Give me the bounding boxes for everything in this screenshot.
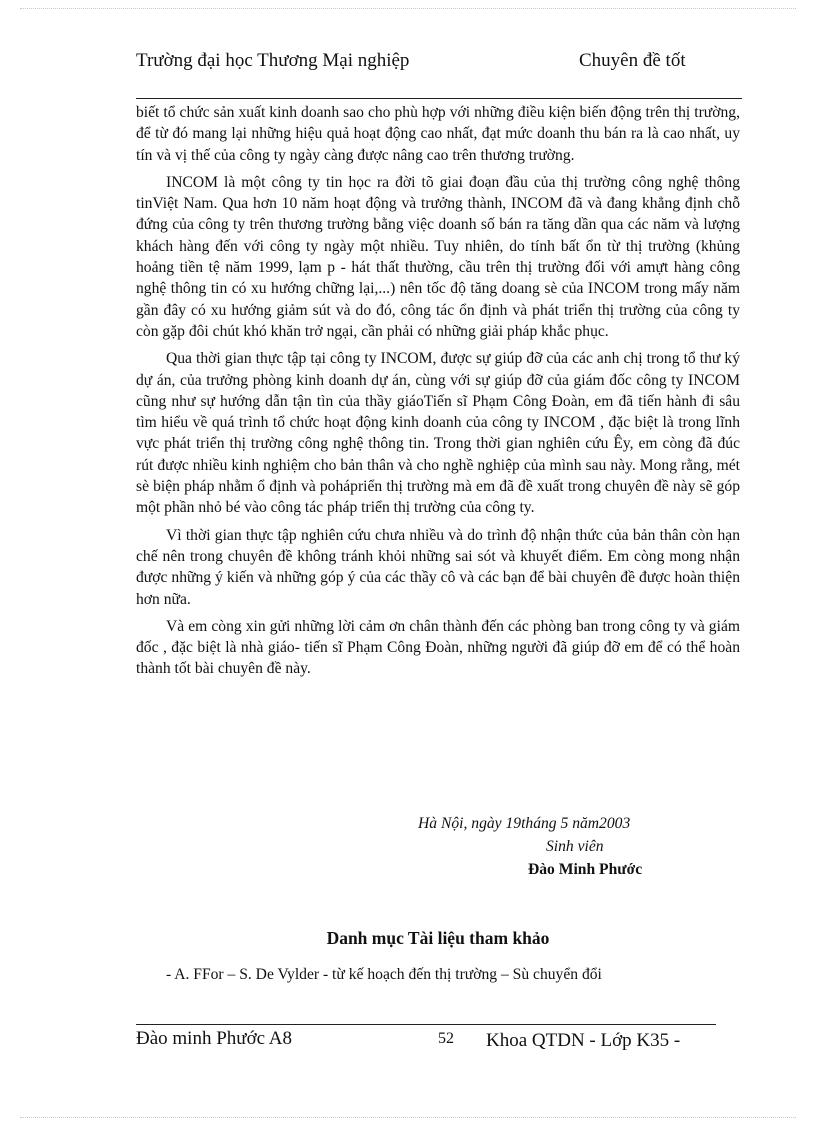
footer-rule — [136, 1024, 716, 1025]
page-bottom-border — [20, 1117, 796, 1118]
paragraph-4: Vì thời gian thực tập nghiên cứu chưa nhiều và do trình độ nhận thức của bản thân còn hạn chế nên trong chuyên đề không tránh khỏi những sai sót và khuyết điểm. Em còng mong nhận được những ý kiến và những góp ý của các thầy cô và các bạn để bài chuyên đề được hoàn thiện hơn nữa. — [136, 526, 740, 608]
paragraph-3: Qua thời gian thực tập tại công ty INCOM, được sự giúp đỡ của các anh chị trong tổ thư ký dự án, của trưởng phòng kinh doanh dự án, cùng với sự giúp đỡ của giám đốc công ty INCOM cũng như sự hướng dẫn tận tìn của thầy giáoTiến sĩ Phạm Công Đoàn, em đã tiến hành đi sâu tìm hiểu về quá trình tổ chức hoạt động kinh doanh của công ty INCOM , đặc biệt là trong lĩnh vực phát triển thị trường công nghệ thông tin. Trong thời gian nghiên cứu Êy, em còng đã đúc rút được nhiều kinh nghiệm cho bản thân và cho nghề nghiệp của mình sau này. Mong rằng, mét sè biện pháp nhằm ổ định và pohápriển thị trường mà em đã đề xuất trong chuyên đề này sẽ góp một phần nhỏ bé vào công tác pháp triển thị trường của công ty. — [136, 350, 740, 517]
paragraph-5: Và em còng xin gửi những lời cảm ơn chân thành đến các phòng ban trong công ty và giám đốc , đặc biệt là nhà giáo- tiến sĩ Phạm Công Đoàn, những người đã giúp đỡ em để có thể hoàn thành tốt bài chuyên đề này. — [136, 617, 740, 678]
signature-date: Hà Nội, ngày 19tháng 5 năm2003 — [418, 815, 631, 832]
body-text — [136, 102, 740, 686]
page-number: 52 — [438, 1030, 454, 1047]
footer-class: Khoa QTDN - Lớp K35 - — [486, 1030, 681, 1051]
references-title: Danh mục Tài liệu tham khảo — [326, 928, 550, 948]
footer-author: Đào minh Phước A8 — [136, 1028, 292, 1049]
page-header — [136, 50, 742, 98]
reference-item: - A. FFor – S. De Vylder - từ kế hoạch đến thị trường – Sù chuyển đổi — [166, 966, 602, 983]
paragraph-2: INCOM là một công ty tin học ra đời tõ giai đoạn đầu của thị trường công nghệ thông tinViệt Nam. Qua hơn 10 năm hoạt động và trưởng thành, INCOM đã và đang khẳng định chỗ đứng của công ty trên thương trường bằng việc doanh số bán ra tăng dần qua các năm và lượng khách hàng đến với công ty ngày một nhiều. Tuy nhiên, do tính bất ổn từ thị trường (khủng hoảng tiền tệ năm 1999, lạm p - hát thất thường, cầu trên thị trường đối với amựt hàng công nghệ thông tin có xu hướng chững lại,...) nên tốc độ tăng doang sè của INCOM trong mấy năm gần đây có xu hướng giảm sút và do đó, công tác ổn định và phát triển thị trường của công ty còn gặp đôi chút khó khăn trở ngại, cần phải có những giải pháp khắc phục. — [136, 173, 740, 340]
header-school: Trường đại học Thương Mại nghiệp — [136, 50, 410, 71]
header-doc-type: Chuyên đề tốt — [579, 50, 686, 71]
header-rule — [136, 98, 742, 99]
signature-name: Đào Minh Phước — [528, 861, 643, 878]
page-top-border — [20, 8, 796, 9]
signature-role: Sinh viên — [546, 838, 604, 855]
paragraph-1: biết tổ chức sản xuất kinh doanh sao cho phù hợp với những điều kiện biến động trên thị trường, để từ đó mang lại những hiệu quả hoạt động cao nhất, đạt mức doanh thu bán ra là cao nhất, uy tín và vị thế của công ty ngày càng được nâng cao trên thương trường. — [136, 104, 740, 164]
